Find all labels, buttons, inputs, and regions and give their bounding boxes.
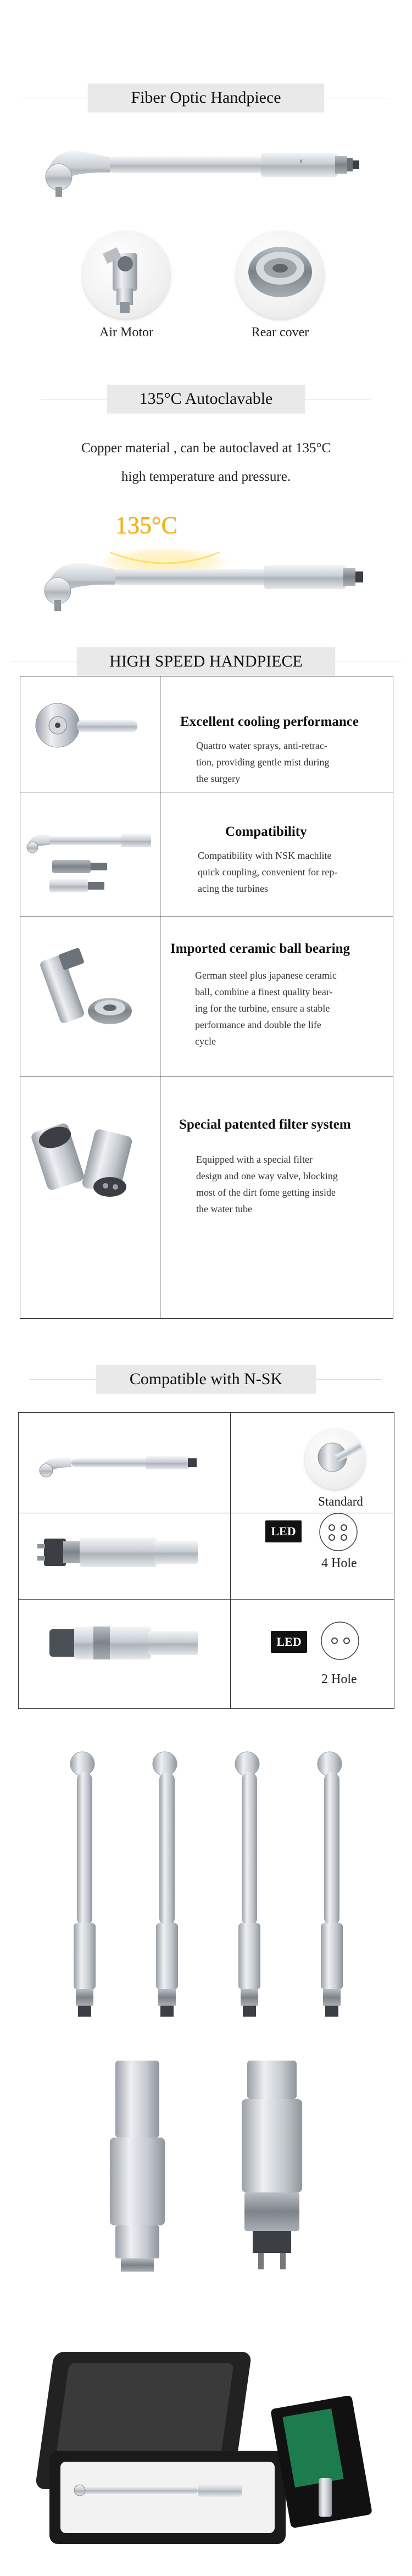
temperature-badge: 135°C: [115, 512, 177, 538]
high-speed-title: HIGH SPEED HANDPIECE: [109, 652, 303, 670]
feature-desc-cooling-1: Quattro water sprays, anti-retrac-: [196, 740, 327, 751]
feature-desc-cooling-3: the surgery: [196, 773, 241, 784]
feature-desc-ceramic-2: ball, combine a finest quality bear-: [195, 986, 333, 997]
fiber-optic-title: Fiber Optic Handpiece: [131, 88, 281, 107]
feature-title-cooling: Excellent cooling performance: [180, 714, 359, 729]
led-badge-4hole: LED: [265, 1520, 302, 1542]
feature-title-compatibility: Compatibility: [225, 824, 307, 839]
handpiece-2: [153, 1752, 178, 2017]
handpiece-1: [70, 1752, 96, 2017]
feature-image-cooling: [27, 692, 137, 780]
coupling-left: [110, 2061, 165, 2272]
section-banner-high-speed: [77, 647, 335, 676]
section-banner-fiber-optic: [88, 84, 324, 112]
feature-desc-ceramic-3: ing for the turbine, ensure a stable: [195, 1003, 330, 1014]
coupling-right: [242, 2061, 302, 2269]
couplings-image: [99, 2055, 330, 2280]
rear-cover-image: [236, 231, 324, 319]
storage-case-image: [49, 2346, 374, 2555]
handpiece-image-horizontal: [41, 137, 371, 198]
two-hole-icon: [320, 1621, 360, 1661]
handpiece-3: [235, 1752, 260, 2017]
compatible-title: Compatible with N-SK: [129, 1370, 283, 1388]
svg-text:X: X: [299, 159, 303, 164]
feature-desc-compatibility-3: acing the turbines: [198, 883, 268, 894]
compatible-coupling-2hole: [44, 1615, 214, 1670]
feature-desc-filter-3: most of the dirt fome getting inside: [196, 1187, 336, 1198]
four-hole-label: 4 Hole: [321, 1556, 357, 1570]
feature-image-filter-system: [27, 1104, 137, 1214]
feature-desc-filter-4: the water tube: [196, 1203, 252, 1214]
compatible-handpiece-standard: [38, 1451, 209, 1484]
two-hole-label: 2 Hole: [321, 1672, 357, 1686]
section-banner-compatible: [96, 1365, 316, 1394]
autoclavable-description-line2: high temperature and pressure.: [121, 469, 291, 484]
feature-desc-filter-1: Equipped with a special filter: [196, 1154, 313, 1165]
feature-desc-ceramic-1: German steel plus japanese ceramic: [195, 970, 337, 981]
standard-head-image: [305, 1429, 365, 1489]
handpiece-4: [318, 1752, 343, 2017]
feature-title-ceramic-bearing: Imported ceramic ball bearing: [170, 941, 350, 956]
four-hole-icon: [319, 1512, 358, 1552]
feature-desc-ceramic-5: cycle: [195, 1036, 216, 1047]
led-badge-2hole: LED: [271, 1631, 307, 1653]
air-motor-image: [82, 231, 170, 319]
feature-title-filter-system: Special patented filter system: [179, 1117, 351, 1132]
handpiece-image-autoclave: [41, 544, 371, 615]
feature-image-compatibility: [25, 824, 157, 896]
rear-cover-label: Rear cover: [251, 325, 309, 340]
feature-desc-compatibility-1: Compatibility with NSK machlite: [198, 850, 332, 861]
feature-desc-cooling-2: tion, providing gentle mist during: [196, 757, 330, 768]
feature-desc-ceramic-4: performance and double the life: [195, 1019, 321, 1030]
handpiece-lineup-image: [55, 1747, 363, 2033]
autoclavable-description-line1: Copper material , can be autoclaved at 135°C: [81, 441, 331, 456]
autoclavable-title: 135°C Autoclavable: [139, 390, 273, 408]
compatible-coupling-4hole: [33, 1528, 209, 1577]
feature-image-ceramic-bearing: [27, 934, 137, 1044]
section-banner-autoclavable: [107, 385, 305, 413]
standard-label: Standard: [318, 1495, 363, 1508]
feature-desc-compatibility-2: quick coupling, convenient for rep-: [198, 867, 338, 878]
air-motor-label: Air Motor: [99, 325, 153, 340]
feature-desc-filter-2: design and one way valve, blocking: [196, 1170, 338, 1181]
